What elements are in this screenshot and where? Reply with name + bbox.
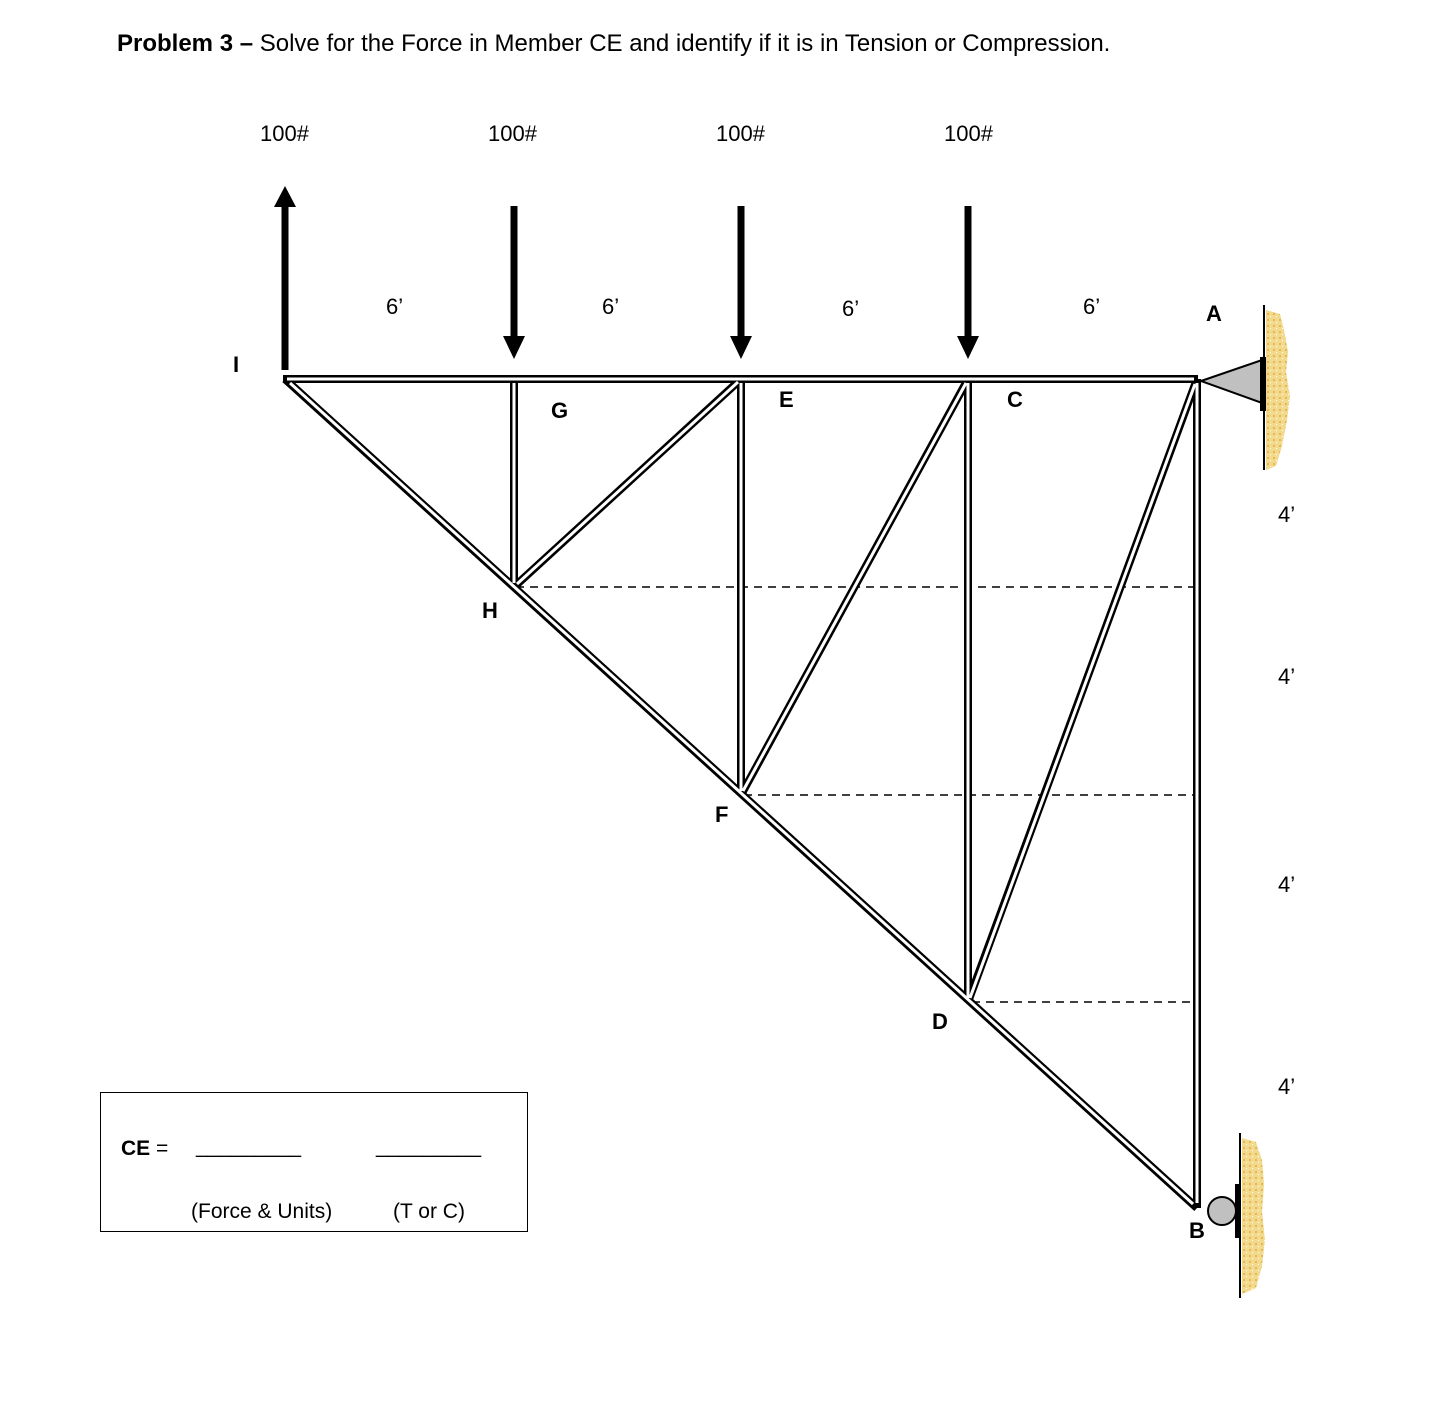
problem-number: Problem 3 – bbox=[117, 30, 254, 57]
load-arrow-down-G bbox=[503, 206, 525, 359]
wall-A bbox=[1266, 310, 1290, 470]
node-label-D: D bbox=[932, 1009, 948, 1034]
dim-vertical-2: 4’ bbox=[1278, 664, 1296, 689]
answer-member-label: CE = bbox=[121, 1137, 169, 1160]
node-label-G: G bbox=[551, 398, 569, 423]
node-label-E: E bbox=[779, 387, 794, 412]
load-label-C: 100# bbox=[944, 121, 993, 146]
load-arrow-down-C bbox=[957, 206, 979, 359]
load-arrows bbox=[274, 186, 979, 370]
dim-horizontal-1: 6’ bbox=[386, 294, 404, 319]
load-label-G: 100# bbox=[488, 121, 537, 146]
load-arrow-down-E bbox=[730, 206, 752, 359]
node-label-A: A bbox=[1206, 301, 1222, 326]
dim-vertical-3: 4’ bbox=[1278, 872, 1296, 897]
node-label-F: F bbox=[715, 802, 729, 827]
node-label-C: C bbox=[1007, 387, 1023, 412]
t-or-c-hint: (T or C) bbox=[393, 1200, 465, 1223]
answer-box bbox=[100, 1092, 528, 1232]
dim-horizontal-3: 6’ bbox=[842, 296, 860, 321]
dim-horizontal-4: 6’ bbox=[1083, 294, 1101, 319]
load-label-I: 100# bbox=[260, 121, 309, 146]
node-label-I: I bbox=[233, 352, 240, 377]
tension-compression-blank[interactable]: _________ bbox=[376, 1135, 482, 1158]
pin-support-A bbox=[1201, 305, 1290, 470]
load-label-E: 100# bbox=[716, 121, 765, 146]
problem-text: Solve for the Force in Member CE and identify if it is in Tension or Compression. bbox=[259, 30, 1111, 57]
roller-support-B bbox=[1208, 1133, 1265, 1298]
dim-horizontal-2: 6’ bbox=[602, 294, 620, 319]
dim-vertical-1: 4’ bbox=[1278, 502, 1296, 527]
dim-vertical-4: 4’ bbox=[1278, 1074, 1296, 1099]
node-label-B: B bbox=[1189, 1218, 1205, 1243]
force-answer-blank[interactable]: _________ bbox=[196, 1135, 302, 1158]
wall-B bbox=[1242, 1138, 1265, 1294]
node-label-H: H bbox=[482, 598, 498, 623]
load-arrow-up-I bbox=[274, 186, 296, 370]
force-units-hint: (Force & Units) bbox=[191, 1200, 333, 1223]
